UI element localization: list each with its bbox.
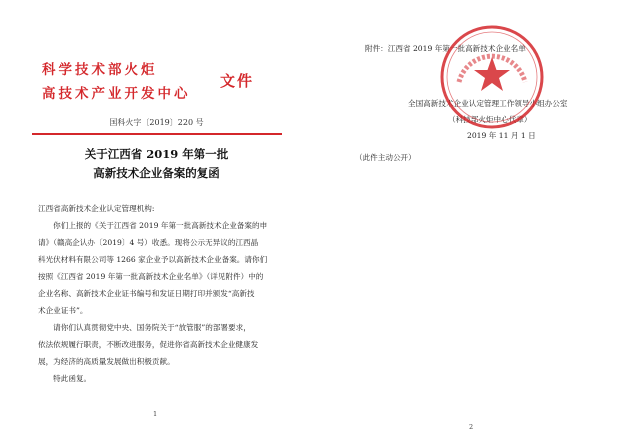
- page-number: 1: [153, 410, 158, 418]
- document-title-line-1: 关于江西省 2019 年第一批: [84, 147, 229, 161]
- signature-org: 全国高新技术企业认定管理工作领导小组办公室: [408, 99, 568, 108]
- body-line: 展，为经济的高质量发展做出积极贡献。: [38, 357, 175, 366]
- body-line: 术企业证书”。: [38, 306, 88, 315]
- body-line: 你们上报的《关于江西省 2019 年第一批高新技术企业备案的申: [38, 221, 268, 230]
- document-number: 国科火字〔2019〕220 号: [109, 118, 204, 127]
- header-issuer-line-2: 高技术产业开发中心: [42, 86, 191, 102]
- signature-proxy-seal-note: （科技部火炬中心代章）: [448, 115, 532, 124]
- red-divider: [32, 133, 282, 135]
- header-issuer-line-1: 科学技术部火炬: [42, 62, 158, 78]
- header-wenjian: 文件: [220, 72, 255, 90]
- body-line: 按照《江西省 2019 年第一批高新技术企业名单》（详见附件）中的: [38, 272, 264, 281]
- signature-date: 2019 年 11 月 1 日: [467, 131, 536, 140]
- publicity-note: （此件主动公开）: [355, 153, 416, 162]
- body-line: 请你们认真贯彻党中央、国务院关于“放管服”的部署要求，: [38, 323, 251, 332]
- body-line: 特此函复。: [38, 374, 92, 383]
- document-title-line-2: 高新技术企业备案的复函: [93, 166, 220, 180]
- body-line: 依法依规履行职责，不断改进服务，促进你省高新技术企业健康发: [38, 340, 259, 349]
- body-line: 江西省高新技术企业认定管理机构:: [38, 204, 155, 213]
- body-line: 科光伏材料有限公司等 1266 家企业予以高新技术企业备案。请你们: [38, 255, 268, 264]
- page-number: 2: [469, 423, 474, 431]
- document-page-2: [313, 0, 626, 443]
- annex-line: 附件：江西省 2019 年第一批高新技术企业名单: [365, 44, 526, 53]
- body-line: 请》（赣高企认办〔2019〕4 号）收悉。现将公示无异议的江西晶: [38, 238, 259, 247]
- body-line: 企业名称、高新技术企业证书编号和发证日期打印并颁发“高新技: [38, 289, 255, 298]
